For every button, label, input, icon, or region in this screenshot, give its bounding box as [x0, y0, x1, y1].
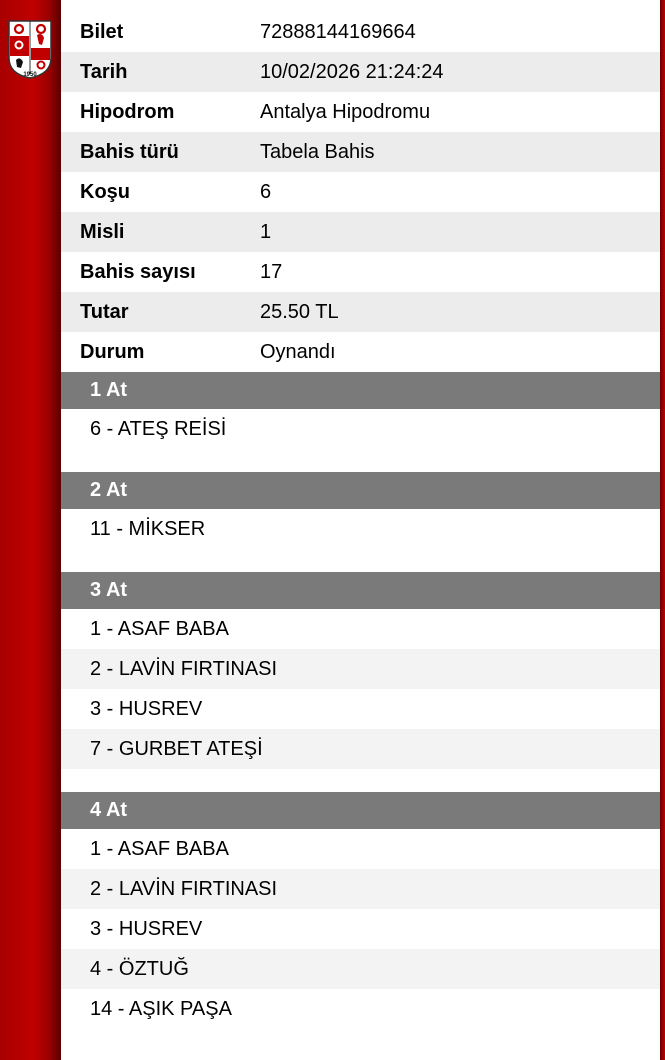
- horse-list-item: 6 - ATEŞ REİSİ: [90, 417, 227, 440]
- horse-list-item: 14 - AŞIK PAŞA: [90, 997, 232, 1020]
- ticket-info-row: [61, 12, 660, 52]
- section-spacer: [61, 769, 660, 792]
- ticket-info-label: Durum: [80, 340, 145, 363]
- ticket-info-label: Misli: [80, 220, 125, 243]
- ticket-detail-panel: [61, 12, 660, 1029]
- section-header: 1 At: [61, 372, 660, 409]
- club-crest-icon: [6, 18, 54, 80]
- ticket-info-label: Tutar: [80, 300, 129, 323]
- right-side-bar: [660, 0, 665, 1060]
- ticket-info-value: 6: [260, 180, 272, 203]
- crest-year: 1950: [23, 72, 37, 78]
- horse-list-item: 2 - LAVİN FIRTINASI: [61, 649, 660, 689]
- ticket-info-row: [61, 52, 660, 92]
- ticket-info-row: [61, 172, 660, 212]
- section-header: 3 At: [61, 572, 660, 609]
- ticket-info-row: [61, 92, 660, 132]
- ticket-info-label: Bahis türü: [80, 140, 179, 163]
- ticket-info-value: Oynandı: [260, 340, 336, 363]
- ticket-info-value: Antalya Hipodromu: [260, 100, 431, 123]
- section-header: 2 At: [61, 472, 660, 509]
- ticket-info-label: Koşu: [80, 180, 130, 203]
- ticket-info-value: Tabela Bahis: [260, 140, 375, 163]
- section-spacer: [61, 449, 660, 472]
- ticket-info-value: 10/02/2026 21:24:24: [260, 60, 444, 83]
- horse-list-item: 3 - HUSREV: [90, 917, 203, 940]
- horse-list-item: 11 - MİKSER: [90, 517, 206, 540]
- ticket-info-value: 25.50 TL: [260, 300, 339, 323]
- horse-sections: [61, 372, 660, 1029]
- section-header: 4 At: [61, 792, 660, 829]
- horse-list-item: 7 - GURBET ATEŞİ: [61, 729, 660, 769]
- ticket-info-label: Tarih: [80, 60, 128, 83]
- ticket-info-row: [61, 212, 660, 252]
- horse-list-item: 1 - ASAF BABA: [90, 837, 229, 860]
- left-side-bar: [0, 0, 61, 1060]
- ticket-info-table: [61, 12, 660, 372]
- horse-list-item: 4 - ÖZTUĞ: [61, 949, 660, 989]
- ticket-info-value: 1: [260, 220, 272, 243]
- ticket-info-label: Bahis sayısı: [80, 260, 196, 283]
- ticket-info-value: 17: [260, 260, 283, 283]
- ticket-info-row: [61, 332, 660, 372]
- horse-list-item: 2 - LAVİN FIRTINASI: [61, 869, 660, 909]
- ticket-info-value: 72888144169664: [260, 20, 416, 43]
- ticket-info-row: [61, 132, 660, 172]
- ticket-info-row: [61, 252, 660, 292]
- ticket-info-row: [61, 292, 660, 332]
- section-spacer: [61, 549, 660, 572]
- horse-list-item: 1 - ASAF BABA: [90, 617, 229, 640]
- ticket-info-label: Bilet: [80, 20, 124, 43]
- horse-list-item: 3 - HUSREV: [90, 697, 203, 720]
- ticket-info-label: Hipodrom: [80, 100, 175, 123]
